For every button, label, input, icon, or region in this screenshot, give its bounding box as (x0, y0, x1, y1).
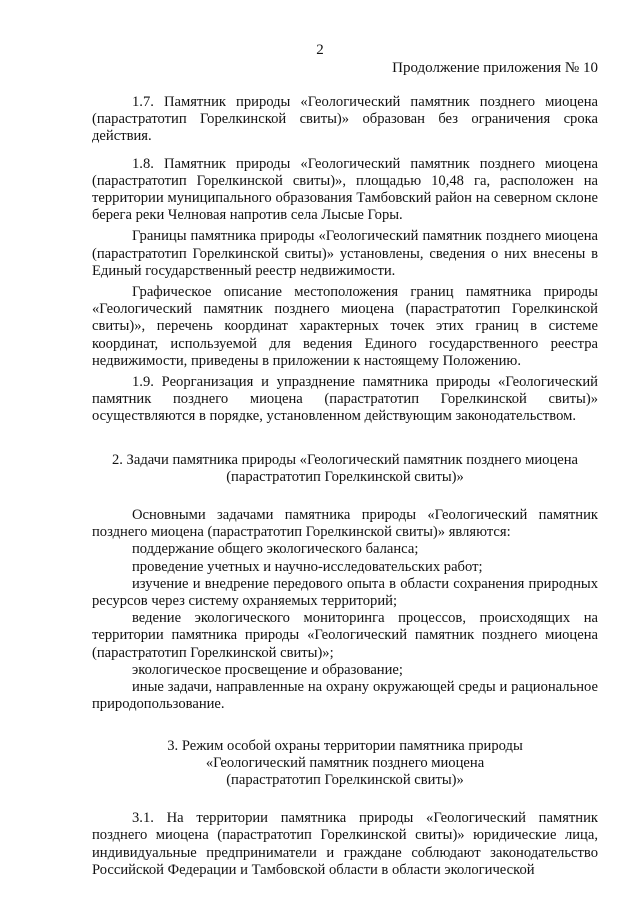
document-body (92, 94, 598, 879)
section-2-heading-line-2: (парастратотип Горелкинской свиты)» (226, 468, 464, 485)
section-3-heading (92, 738, 598, 790)
paragraph-graphic-description: Графическое описание местоположения границ памятника природы «Геологический памятник позднего миоцена (парастратотип Горелкинской свиты)», перечень координат характерных точек этих границ в системе координат, используемой для ведения Единого государственного реестра недвижимости, приведены в приложении к настоящему Положению. (92, 284, 598, 369)
task-item: поддержание общего экологического баланса; (132, 541, 419, 558)
section-3-heading-line-1: 3. Режим особой охраны территории памятника природы (167, 737, 523, 754)
continuation-note: Продолжение приложения № 10 (392, 60, 598, 76)
task-item: изучение и внедрение передового опыта в области сохранения природных ресурсов через систему охраняемых территорий; (92, 575, 598, 610)
paragraph-1-8: 1.8. Памятник природы «Геологический памятник позднего миоцена (парастратотип Горелкинской свиты)», площадью 10,48 га, расположен на территории муниципального образования Тамбовский район на северном склоне берега реки Челновая напротив села Лысые Горы. (92, 155, 598, 224)
page-number: 2 (316, 42, 324, 58)
paragraph-borders: Границы памятника природы «Геологический памятник позднего миоцена (парастратотип Горелкинской свиты)» установлены, сведения о них внесены в Единый государственный реестр недвижимости. (92, 228, 598, 279)
task-item: иные задачи, направленные на охрану окружающей среды и рациональное природопользование. (92, 679, 598, 713)
paragraph-1-7: 1.7. Памятник природы «Геологический памятник позднего миоцена (парастратотип Горелкинской свиты)» образован без ограничения срока действия. (92, 94, 598, 145)
section-2-heading (92, 452, 598, 486)
section-2-heading-line-1: 2. Задачи памятника природы «Геологический памятник позднего миоцена (111, 451, 579, 468)
section-2-intro: Основными задачами памятника природы «Геологический памятник позднего миоцена (парастратотип Горелкинской свиты)» являются: (92, 507, 598, 541)
paragraph-1-9: 1.9. Реорганизация и упразднение памятника природы «Геологический памятник позднего миоцена (парастратотип Горелкинской свиты)» осуществляются в порядке, установленном действующим законодательством. (92, 374, 598, 425)
paragraph-3-1: 3.1. На территории памятника природы «Геологический памятник позднего миоцена (парастратотип Горелкинской свиты)» юридические лица, индивидуальные предприниматели и граждане соблюдают законодательство Российской Федерации и Тамбовской области в области экологической (92, 810, 598, 878)
section-3-heading-line-2: «Геологический памятник позднего миоцена (205, 754, 485, 771)
task-item: проведение учетных и научно-исследовательских работ; (132, 558, 483, 575)
section-3-heading-line-3: (парастратотип Горелкинской свиты)» (226, 771, 464, 788)
task-item: экологическое просвещение и образование; (132, 661, 403, 678)
task-item: ведение экологического мониторинга процессов, происходящих на территории памятника природы «Геологический памятник позднего миоцена (парастратотип Горелкинской свиты)»; (92, 610, 598, 661)
